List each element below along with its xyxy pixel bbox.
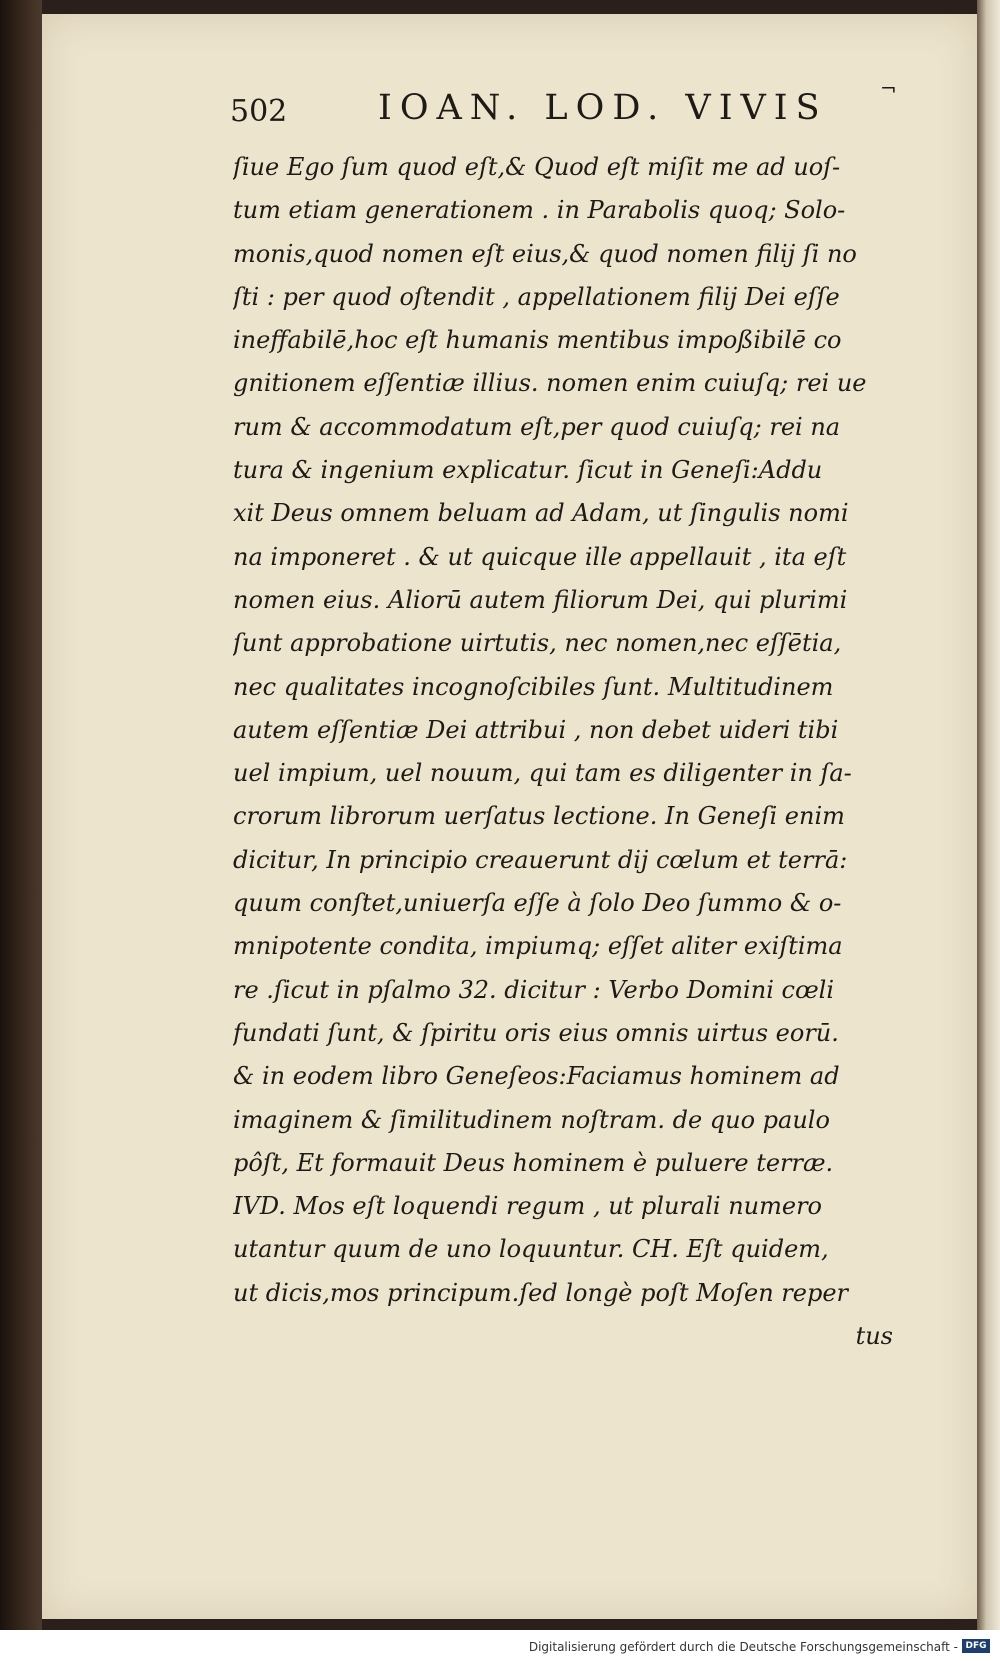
- text-line: dicitur, In principio creauerunt dij cœlum et terrā:: [233, 845, 848, 874]
- catchword: tus: [855, 1322, 893, 1351]
- text-block: [233, 146, 923, 1358]
- text-line: ſti : per quod oſtendit , appellationem filij Dei eſſe: [233, 282, 840, 311]
- text-line: monis,quod nomen eſt eius,& quod nomen filij ſi no: [233, 239, 857, 268]
- dfg-logo-icon: DFG: [962, 1639, 990, 1653]
- page-header: [230, 76, 897, 138]
- text-line: quum conſtet,uniuerſa eſſe à ſolo Deo ſummo & o-: [233, 889, 842, 918]
- digitization-footer: [0, 1630, 1000, 1661]
- text-line: ineffabilē,hoc eſt humanis mentibus impoßibilē co: [233, 326, 842, 355]
- text-line: ſunt approbatione uirtutis, nec nomen,nec eſſētia,: [233, 629, 842, 658]
- book-binding: [0, 0, 42, 1630]
- text-line: & in eodem libro Geneſeos:Faciamus hominem ad: [233, 1062, 840, 1091]
- margin-mark: ¬: [880, 76, 897, 100]
- page-number: 502: [230, 94, 288, 129]
- text-line: ſiue Ego ſum quod eſt,& Quod eſt miſit me ad uoſ-: [233, 153, 841, 181]
- text-line: fundati ſunt, & ſpiritu oris eius omnis uirtus eorū.: [233, 1018, 839, 1047]
- text-line: tum etiam generationem . in Parabolis quoq; Solo-: [233, 196, 846, 225]
- text-line: nec qualitates incognoſcibiles ſunt. Multitudinem: [233, 672, 834, 701]
- text-line: nomen eius. Aliorū autem filiorum Dei, qui plurimi: [233, 585, 848, 614]
- text-line: xit Deus omnem beluam ad Adam, ut ſingulis nomi: [233, 499, 849, 528]
- text-line: re .ſicut in pſalmo 32. dicitur : Verbo Domini cœli: [233, 975, 835, 1004]
- text-line: mnipotente condita, impiumq; eſſet aliter exiſtima: [233, 932, 843, 961]
- text-line: tura & ingenium explicatur. ſicut in Geneſi:Addu: [233, 456, 823, 485]
- text-line: rum & accommodatum eſt,per quod cuiuſq; rei na: [233, 412, 841, 441]
- text-line: pôſt, Et formauit Deus hominem è puluere terræ.: [233, 1148, 834, 1177]
- text-line: uel impium, uel nouum, qui tam es diligenter in ſa-: [233, 759, 852, 788]
- text-line: IVD. Mos eſt loquendi regum , ut plurali numero: [233, 1192, 822, 1221]
- text-line: imaginem & ſimilitudinem noſtram. de quo paulo: [233, 1105, 830, 1134]
- running-title: IOAN. LOD. VIVIS: [378, 88, 828, 128]
- text-line: gnitionem eſſentiæ illius. nomen enim cuiuſq; rei ue: [233, 369, 867, 398]
- text-line: na imponeret . & ut quicque ille appellauit , ita eſt: [233, 542, 847, 571]
- funding-credit: Digitalisierung gefördert durch die Deutsche Forschungsgemeinschaft -: [528, 1640, 958, 1654]
- text-line: ut dicis,mos principum.ſed longè poſt Moſen reper: [233, 1278, 849, 1307]
- text-line: crorum librorum uerſatus lectione. In Geneſi enim: [233, 802, 845, 831]
- text-line: utantur quum de uno loquuntur. CH. Eſt quidem,: [233, 1235, 829, 1264]
- page-edge: [977, 0, 1000, 1630]
- text-line: autem eſſentiæ Dei attribui , non debet uideri tibi: [233, 715, 839, 744]
